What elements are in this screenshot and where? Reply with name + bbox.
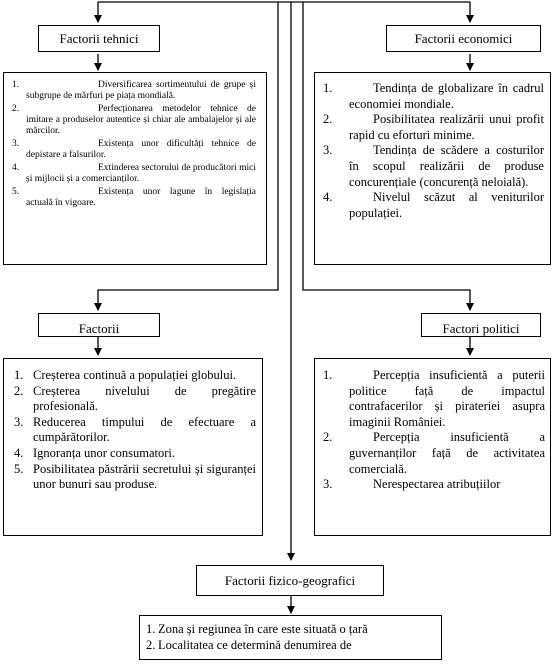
list-item: 1. Diversificarea sortimentului de grupe și subgrupe de mărfuri pe piața mondială. xyxy=(12,80,256,101)
tech-title: Factorii tehnici xyxy=(59,31,139,46)
list-item: 2. Creșterea nivelului de pregătire profesională. xyxy=(14,383,256,414)
social-header xyxy=(38,313,160,337)
list-item: 2. Perfecționarea metodelor tehnice de imitare a produselor autentice și chiar ale ambalajelor și ale mărcilor. xyxy=(12,104,256,136)
list-item: 2. Posibilitatea realizării unui profit rapid cu eforturi minime. xyxy=(323,112,544,142)
list-item: 1. Percepția insuficientă a puterii politice față de impactul contrafacerilor și pirateriei asupra imaginii României. xyxy=(323,368,545,429)
econ-title: Factorii economici xyxy=(414,31,513,46)
list-item: 1. Tendința de globalizare în cadrul economiei mondiale. xyxy=(323,81,544,111)
econ-list xyxy=(323,81,544,221)
list-item: 4. Ignoranța unor consumatori. xyxy=(14,445,175,460)
geo-header xyxy=(196,565,384,596)
list-item: 4. Extinderea sectorului de producători mici și mijlocii și a comercianților. xyxy=(12,163,256,184)
pol-list xyxy=(323,368,545,493)
tech-header xyxy=(38,25,160,52)
list-item: 5. Existența unor lagune în legislația actuală în vigoare. xyxy=(12,187,256,208)
list-item: 1. Zona și regiunea în care este situată o țară xyxy=(146,622,368,636)
tech-list xyxy=(12,80,256,209)
list-item: 3. Nerespectarea atribuțiilor xyxy=(323,477,501,492)
list-item: 1. Creșterea continuă a populației globului. xyxy=(14,368,237,382)
list-item: 3. Tendința de scădere a costurilor în scopul realizării de produse concurențiale (concurență neloială). xyxy=(323,143,544,189)
tech-list-box xyxy=(3,72,267,265)
list-item: 3. Reducerea timpului de efectuare a cumpărătorilor. xyxy=(14,414,256,445)
list-item: 4. Nivelul scăzut al veniturilor populației. xyxy=(323,190,544,220)
list-item: 2. Localitatea ce determină denumirea de xyxy=(146,637,352,652)
list-item: 2. Percepția insuficientă a guvernanților față de activitatea comercială. xyxy=(323,430,545,476)
econ-list-box xyxy=(314,72,551,265)
social-title: Factorii xyxy=(78,321,120,336)
geo-title: Factorii fizico-geografici xyxy=(224,573,356,588)
social-list xyxy=(14,368,256,493)
list-item: 3. Existența unor dificultăți tehnice de depistare a falsurilor. xyxy=(12,139,256,160)
pol-list-box xyxy=(314,358,551,536)
social-list-box xyxy=(3,358,263,536)
pol-title: Factori politici xyxy=(442,321,520,336)
econ-header xyxy=(386,25,541,52)
list-item: 5. Posibilitatea păstrării secretului și siguranței unor bunuri sau produse. xyxy=(14,461,256,492)
pol-header xyxy=(421,313,541,337)
geo-list xyxy=(146,622,435,653)
geo-list-box xyxy=(139,615,442,660)
